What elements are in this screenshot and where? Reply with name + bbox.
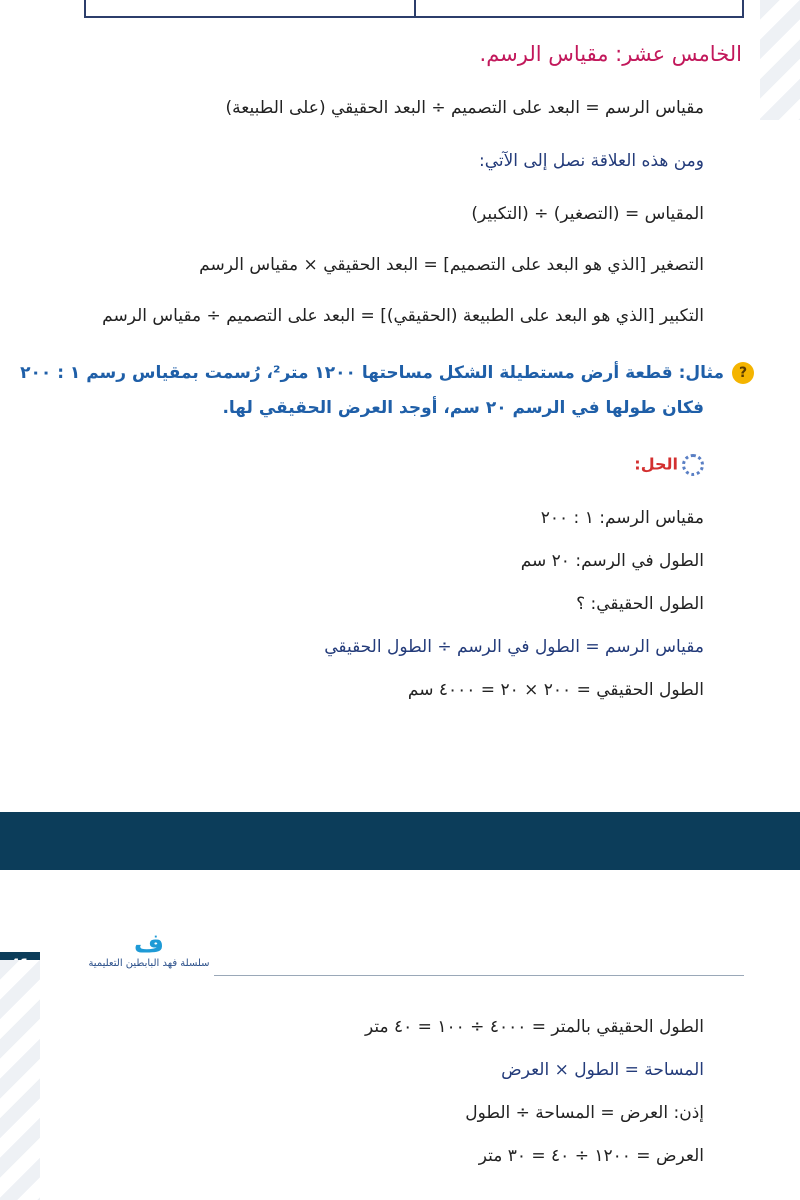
decorative-stripes [760,0,800,120]
example-line-1: مثال: قطعة أرض مستطيلة الشكل مساحتها ١٢٠٠ متر²، رُسمت بمقياس رسم ١ : ٢٠٠ [20,363,724,383]
brand-name: سلسلة فهد البابطين التعليمية [88,958,210,969]
solution-step: مقياس الرسم = الطول في الرسم ÷ الطول الحقيقي [324,637,704,657]
rule-reduction: التصغير [الذي هو البعد على التصميم] = البعد الحقيقي × مقياس الرسم [199,255,704,275]
footer-rule [214,975,744,976]
definition-text: مقياس الرسم = البعد على التصميم ÷ البعد الحقيقي (على الطبيعة) [225,98,704,118]
question-icon: ? [732,362,754,384]
solution-heading [634,454,704,476]
decorative-stripes [0,960,40,1200]
solution-label: الحل: [634,454,678,474]
gear-icon [682,454,704,476]
solution-step: مقياس الرسم: ١ : ٢٠٠ [540,508,704,528]
example-line-2: فكان طولها في الرسم ٢٠ سم، أوجد العرض الحقيقي لها. [222,398,704,418]
solution-step: الطول في الرسم: ٢٠ سم [520,551,704,571]
intro-text: ومن هذه العلاقة نصل إلى الآتي: [478,151,704,171]
brand-logo [84,930,214,978]
logo-mark: ف [133,929,165,959]
rule-enlargement: التكبير [الذي هو البعد على الطبيعة (الحقيقي)] = البعد على التصميم ÷ مقياس الرسم [102,306,704,326]
rule-scale: المقياس = (التصغير) ÷ (التكبير) [471,204,704,224]
continuation-step: المساحة = الطول × العرض [501,1060,704,1080]
continuation-step: الطول الحقيقي بالمتر = ٤٠٠٠ ÷ ١٠٠ = ٤٠ متر [364,1017,704,1037]
continuation-step: إذن: العرض = المساحة ÷ الطول [465,1103,704,1123]
continuation-step: العرض = ١٢٠٠ ÷ ٤٠ = ٣٠ متر [478,1146,704,1166]
example-question [20,362,754,384]
page-break-band [0,812,800,870]
solution-step: الطول الحقيقي = ٢٠٠ × ٢٠ = ٤٠٠٠ سم [407,680,704,700]
top-table-border [84,0,744,18]
section-title: الخامس عشر: مقياس الرسم. [479,42,742,66]
solution-step: الطول الحقيقي: ؟ [576,594,704,614]
